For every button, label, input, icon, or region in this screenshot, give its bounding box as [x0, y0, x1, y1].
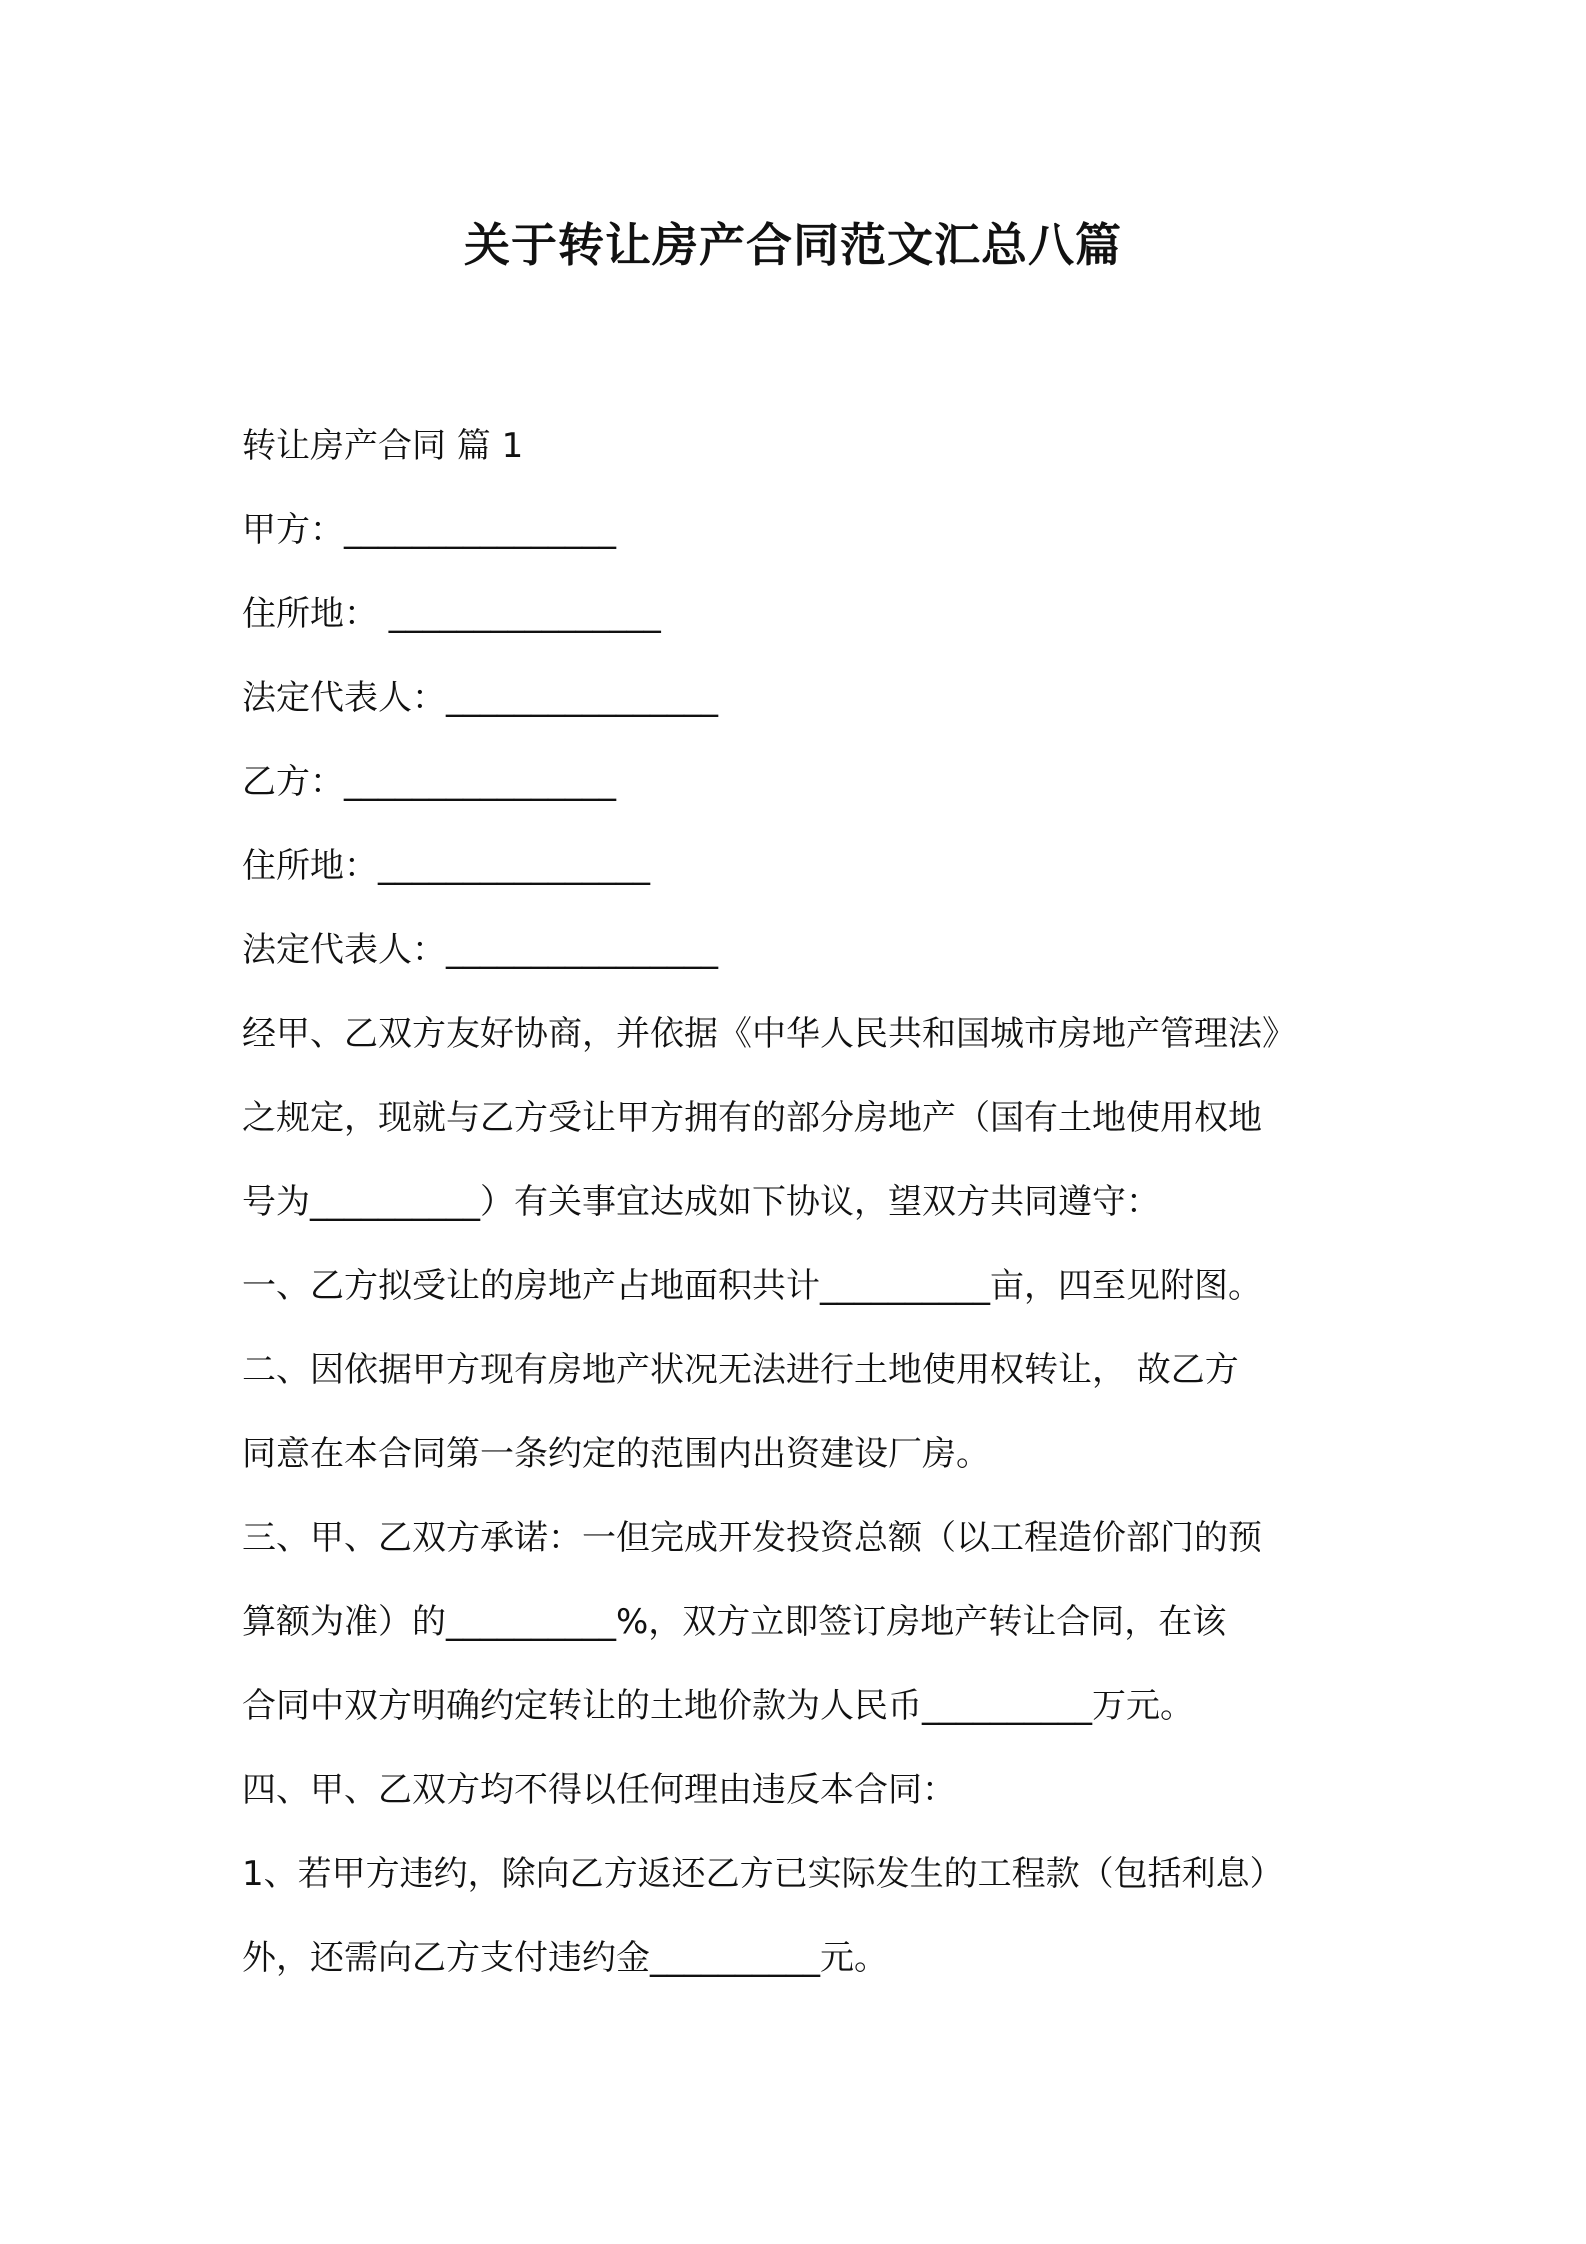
sub-clause-1-line: 1、若甲方违约，除向乙方返还乙方已实际发生的工程款（包括利息） [242, 1854, 1284, 1894]
contract-body [242, 404, 1382, 2000]
sub-clause-1-line: 外，还需向乙方支付违约金__________元。 [242, 1938, 888, 1978]
party-a-field: 甲方：________________ [242, 510, 616, 550]
clause-4-line: 四、甲、乙双方均不得以任何理由违反本合同： [242, 1770, 956, 1810]
party-b-address-field: 住所地：________________ [242, 846, 650, 886]
clause-3-line: 三、甲、乙双方承诺：一但完成开发投资总额（以工程造价部门的预 [242, 1518, 1262, 1558]
party-a-representative-field: 法定代表人：________________ [242, 678, 718, 718]
clause-3-line: 合同中双方明确约定转让的土地价款为人民币__________万元。 [242, 1686, 1194, 1726]
section-heading: 转让房产合同 篇 1 [242, 426, 524, 466]
paragraph-line: 经甲、乙双方友好协商，并依据《中华人民共和国城市房地产管理法》 [242, 1014, 1296, 1054]
clause-2-line: 同意在本合同第一条约定的范围内出资建设厂房。 [242, 1434, 990, 1474]
document-title: 关于转让房产合同范文汇总八篇 [464, 218, 1122, 272]
paragraph-line: 号为__________）有关事宜达成如下协议，望双方共同遵守： [242, 1182, 1160, 1222]
clause-2-line: 二、因依据甲方现有房地产状况无法进行土地使用权转让， 故乙方 [242, 1350, 1239, 1390]
party-a-address-field: 住所地： ________________ [242, 594, 661, 634]
paragraph-line: 之规定，现就与乙方受让甲方拥有的部分房地产（国有土地使用权地 [242, 1098, 1262, 1138]
clause-1-line: 一、乙方拟受让的房地产占地面积共计__________亩，四至见附图。 [242, 1266, 1262, 1306]
clause-3-line: 算额为准）的__________%，双方立即签订房地产转让合同，在该 [242, 1602, 1227, 1642]
party-b-representative-field: 法定代表人：________________ [242, 930, 718, 970]
party-b-field: 乙方：________________ [242, 762, 616, 802]
